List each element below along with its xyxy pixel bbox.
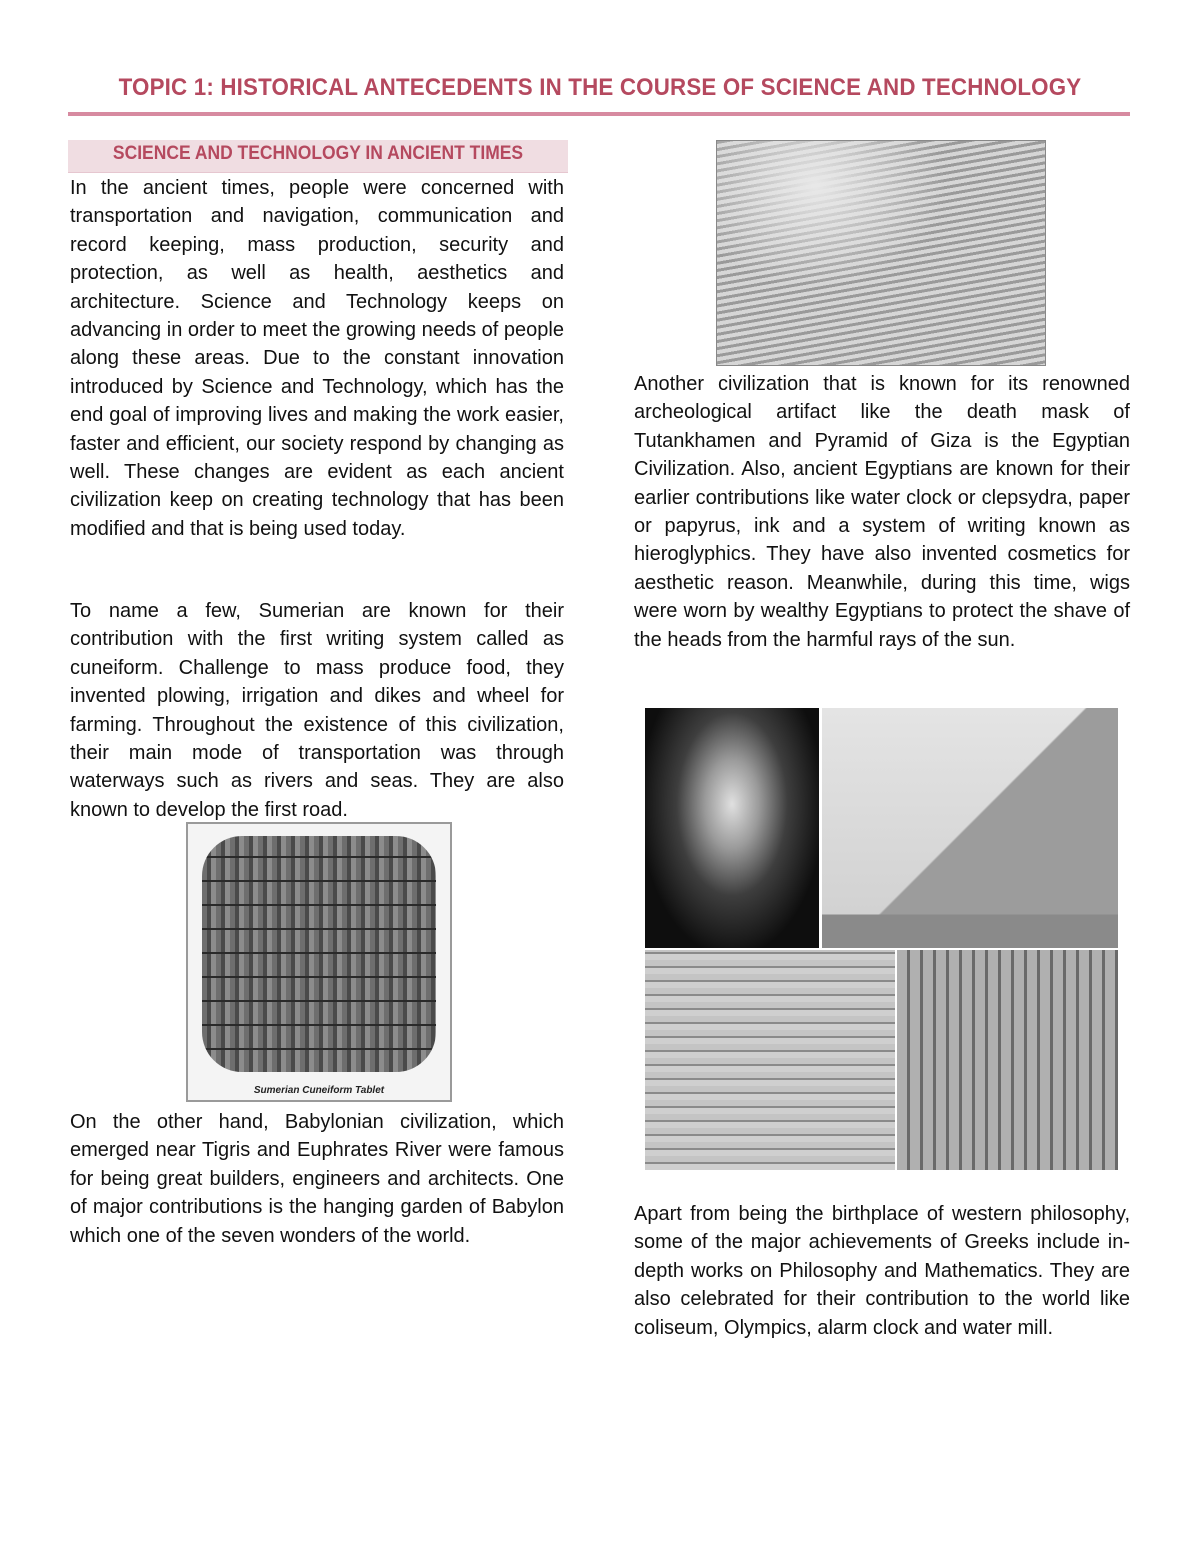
death-mask-image bbox=[645, 708, 819, 948]
cuneiform-tablet bbox=[202, 836, 436, 1072]
pyramid-sphinx-image bbox=[822, 708, 1118, 948]
title-underline bbox=[68, 112, 1130, 116]
greek-paragraph: Apart from being the birthplace of western philosophy, some of the major achievements of Greeks include in-depth works on Philosophy and Mathematics. They are also celebrated for their contribution to the world like coliseum, Olympics, alarm clock and water mill. bbox=[634, 1203, 1130, 1339]
section-heading: SCIENCE AND TECHNOLOGY IN ANCIENT TIMES bbox=[112, 143, 524, 164]
egyptian-paragraph: Another civilization that is known for its renowned archeological artifact like the death mask of Tutankhamen and Pyramid of Giza is the Egyptian Civilization. Also, ancient Egyptians are known for their earlier contributions like water clock or clepsydra, paper or papyrus, ink and a system of writing known as hieroglyphics. They have also invented cosmetics for aesthetic reason. Meanwhile, during this time, wigs were worn by wealthy Egyptians to protect the shave of the heads from the harmful rays of the sun. bbox=[634, 373, 1130, 651]
papyrus-image bbox=[645, 950, 895, 1170]
babylonian-paragraph: On the other hand, Babylonian civilization, which emerged near Tigris and Euphrates River were famous for being great builders, engineers and architects. One of major contributions is the hanging garden of Babylon which one of the seven wonders of the world. bbox=[70, 1111, 564, 1247]
hanging-garden-image bbox=[716, 140, 1046, 366]
sumerian-paragraph: To name a few, Sumerian are known for their contribution with the first writing system called as cuneiform. Challenge to mass produce food, they invented plowing, irrigation and dikes and wheel for farming. Throughout the existence of this civilization, their main mode of transportation was through waterways such as rivers and seas. They are also known to develop the first road. bbox=[70, 600, 564, 821]
hieroglyphics-image bbox=[897, 950, 1118, 1170]
page-title: TOPIC 1: HISTORICAL ANTECEDENTS IN THE COURSE OF SCIENCE AND TECHNOLOGY bbox=[118, 74, 1082, 101]
sumerian-tablet-image bbox=[186, 822, 452, 1102]
tablet-caption: Sumerian Cuneiform Tablet bbox=[253, 1085, 385, 1096]
intro-paragraph: In the ancient times, people were concerned with transportation and navigation, communication and record keeping, mass production, security and protection, as well as health, aesthetics and architecture. Science and Technology keeps on advancing in order to meet the growing needs of people along these areas. Due to the constant innovation introduced by Science and Technology, which has the end goal of improving lives and making the work easier, faster and efficient, our society respond by changing as well. These changes are evident as each ancient civilization keep on creating technology that has been modified and that is being used today. bbox=[70, 177, 564, 540]
